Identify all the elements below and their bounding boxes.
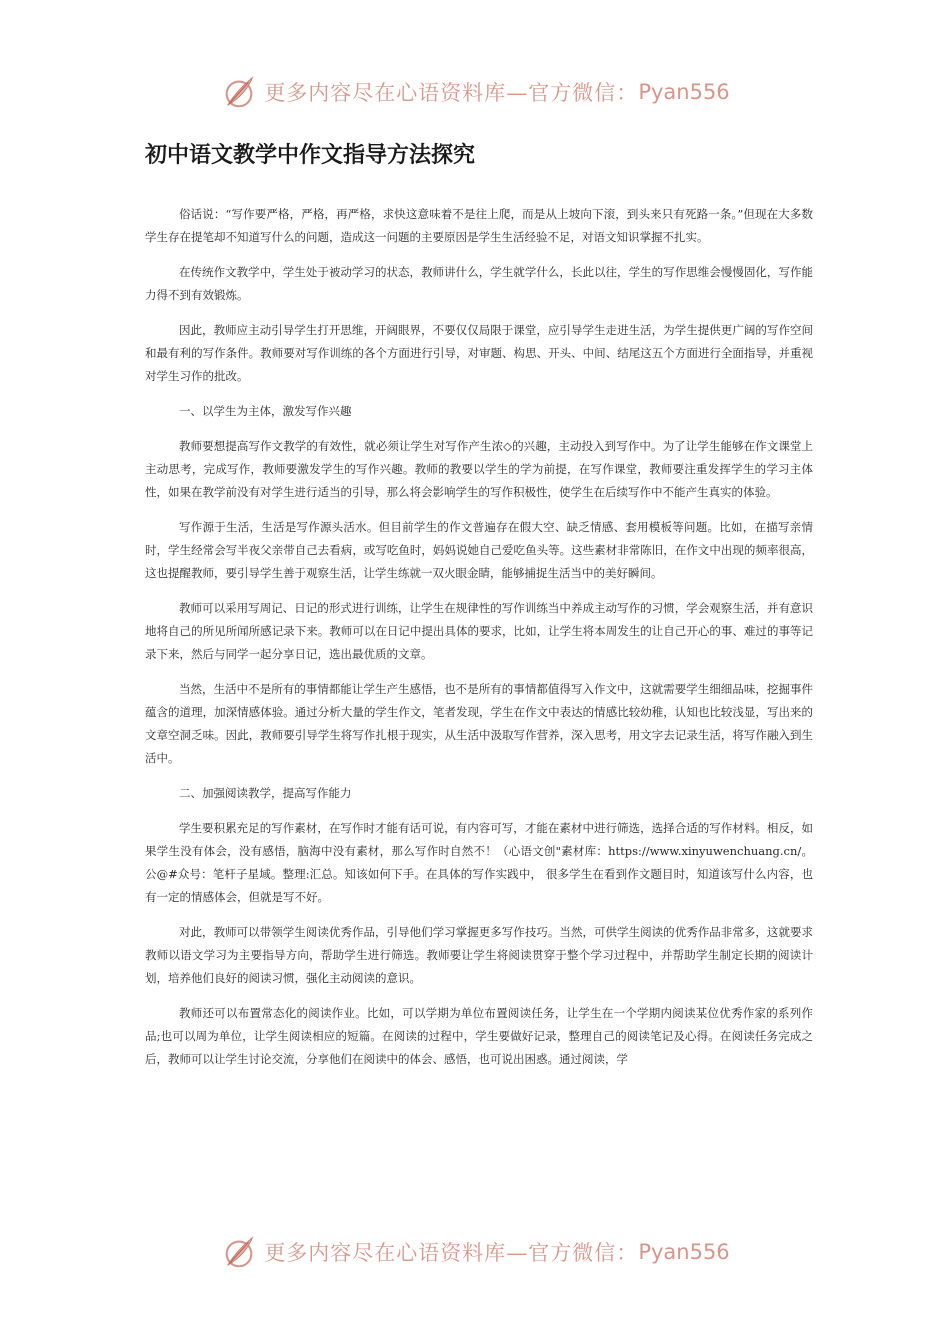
paragraph: 当然，生活中不是所有的事情都能让学生产生感悟，也不是所有的事情都值得写入作文中，这就需要学生细细品味，挖掘事件蕴含的道理，加深情感体验。通过分析大量的学生作文，笔者发现，学生在作文中表达的情感比较幼稚，认知也比较浅显，写出来的文章空洞乏味。因此，教师要引导学生将写作扎根于现实，从生活中汲取写作营养，深入思考，用文字去记录生活，将写作融入到生活中。 — [145, 682, 813, 765]
section-heading-1: 一、以学生为主体，激发写作兴趣 — [179, 404, 352, 418]
paragraph: 俗话说：“写作要严格，严格，再严格，求快这意味着不是往上爬，而是从上坡向下滚，到头来只有死路一条。”但现在大多数学生存在提笔却不知道写什么的问题，造成这一问题的主要原因是学生生活经验不足，对语文知识掌握不扎实。 — [145, 207, 813, 244]
paragraph: 教师可以采用写周记、日记的形式进行训练，让学生在规律性的写作训练当中养成主动写作的习惯，学会观察生活，并有意识地将自己的所见所闻所感记录下来。教师可以在日记中提出具体的要求，比如，让学生将本周发生的让自己开心的事、难过的事等记录下来，然后与同学一起分享日记，选出最优质的文章。 — [145, 601, 813, 661]
banner-text: 更多内容尽在心语资料库—官方微信： — [264, 81, 639, 105]
paragraph: 在传统作文教学中，学生处于被动学习的状态，教师讲什么，学生就学什么，长此以往，学生的写作思维会慢慢固化，写作能力得不到有效锻炼。 — [145, 265, 813, 302]
banner-wechat-id: Pyan556 — [638, 1240, 730, 1264]
paragraph: 教师要想提高写作文教学的有效性，就必须让学生对写作产生浓◇的兴趣，主动投入到写作中。为了让学生能够在作文课堂上主动思考，完成写作，教师要激发学生的写作兴趣。教师的教要以学生的学为前提，在写作课堂，教师要注重发挥学生的学习主体性，如果在教学前没有对学生进行适当的引导，那么将会影响学生的写作积极性，使学生在后续写作中不能产生真实的体验。 — [145, 439, 813, 499]
article-body — [145, 203, 813, 1083]
paragraph: 写作源于生活，生活是写作源头活水。但目前学生的作文普遍存在假大空、缺乏情感、套用模板等问题。比如，在描写亲情时，学生经常会写半夜父亲带自己去看病，或写吃鱼时，妈妈说她自己爱吃鱼头等。这些素材非常陈旧，在作文中出现的频率很高，这也提醒教师，要引导学生善于观察生活，让学生练就一双火眼金睛，能够捕捉生活当中的美好瞬间。 — [145, 520, 813, 580]
paragraph: 对此，教师可以带领学生阅读优秀作品，引导他们学习掌握更多写作技巧。当然，可供学生阅读的优秀作品非常多，这就要求教师以语文学习为主要指导方向，帮助学生进行筛选。教师要让学生将阅读贯穿于整个学习过程中，并帮助学生制定长期的阅读计划，培养他们良好的阅读习惯，强化主动阅读的意识。 — [145, 925, 813, 985]
paragraph: 学生要积累充足的写作素材，在写作时才能有话可说，有内容可写，才能在素材中进行筛选，选择合适的写作材料。相反，如果学生没有体会，没有感悟，脑海中没有素材，那么写作时自然不！（心语文创"素材库：https://www.xinyuwenchuang.cn/。公@#众号：笔杆子星域。整理:汇总。知该如何下手。在具体的写作实践中， 很多学生在看到作文题目时，知道该写什么内容，也有一定的情感体会，但就是写不好。 — [145, 821, 813, 904]
feather-pen-logo-icon — [220, 73, 258, 111]
header-banner — [0, 72, 950, 112]
section-heading-2: 二、加强阅读教学，提高写作能力 — [179, 786, 352, 800]
footer-banner — [0, 1232, 950, 1272]
banner-text: 更多内容尽在心语资料库—官方微信： — [264, 1241, 639, 1265]
paragraph: 因此，教师应主动引导学生打开思维，开阔眼界，不要仅仅局限于课堂，应引导学生走进生活，为学生提供更广阔的写作空间和最有利的写作条件。教师要对写作训练的各个方面进行引导，对审题、构思、开头、中间、结尾这五个方面进行全面指导，并重视对学生习作的批改。 — [145, 323, 813, 383]
feather-pen-logo-icon — [220, 1233, 258, 1271]
paragraph: 教师还可以布置常态化的阅读作业。比如，可以学期为单位布置阅读任务，让学生在一个学期内阅读某位优秀作家的系列作品;也可以周为单位，让学生阅读相应的短篇。在阅读的过程中，学生要做好记录，整理自己的阅读笔记及心得。在阅读任务完成之后，教师可以让学生讨论交流，分享他们在阅读中的体会、感悟，也可说出困惑。通过阅读，学 — [145, 1006, 813, 1066]
document-title: 初中语文教学中作文指导方法探究 — [145, 143, 476, 168]
banner-wechat-id: Pyan556 — [638, 80, 730, 104]
